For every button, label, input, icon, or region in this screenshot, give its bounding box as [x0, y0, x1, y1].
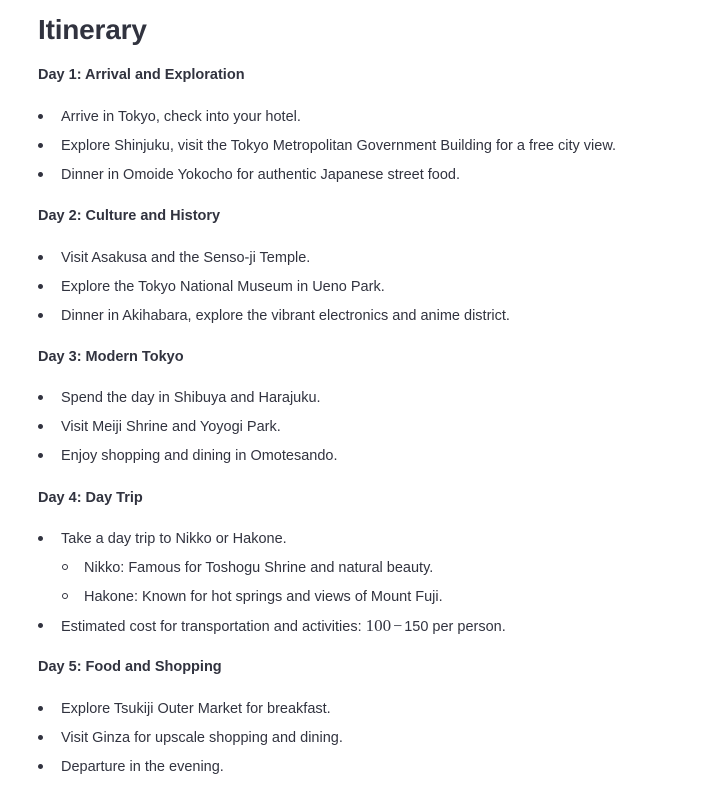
list-item: Dinner in Akihabara, explore the vibrant electronics and anime district.: [38, 306, 510, 335]
list-item: Explore Tsukiji Outer Market for breakfast.: [38, 699, 343, 728]
cost-high: 150: [404, 619, 429, 635]
bullet-icon: [38, 114, 43, 119]
list-item: Visit Meiji Shrine and Yoyogi Park.: [38, 417, 338, 446]
list-item: Explore the Tokyo National Museum in Ueno Park.: [38, 277, 510, 306]
cost-dash: −: [393, 618, 403, 635]
bullet-icon: [38, 284, 43, 289]
hollow-bullet-icon: [62, 564, 68, 570]
list-item: Take a day trip to Nikko or Hakone.: [38, 529, 506, 558]
bullet-icon: [38, 395, 43, 400]
day-1-heading: Day 1: Arrival and Exploration: [38, 67, 245, 83]
list-item: Departure in the evening.: [38, 757, 343, 786]
list-item: Enjoy shopping and dining in Omotesando.: [38, 446, 338, 475]
page-title: Itinerary: [38, 14, 147, 45]
day-3-heading: Day 3: Modern Tokyo: [38, 349, 184, 365]
list-item: Spend the day in Shibuya and Harajuku.: [38, 388, 338, 417]
sub-list-item: Hakone: Known for hot springs and views of Mount Fuji.: [38, 587, 506, 616]
bullet-icon: [38, 536, 43, 541]
bullet-icon: [38, 313, 43, 318]
day-3-list: [38, 388, 338, 475]
bullet-icon: [38, 172, 43, 177]
list-item: Dinner in Omoide Yokocho for authentic Japanese street food.: [38, 165, 616, 194]
list-item: Arrive in Tokyo, check into your hotel.: [38, 107, 616, 136]
bullet-icon: [38, 735, 43, 740]
list-item-cost: Estimated cost for transportation and activities: 100 − 150 per person.: [38, 616, 506, 645]
bullet-icon: [38, 255, 43, 260]
day-2-heading: Day 2: Culture and History: [38, 208, 221, 224]
day-4-heading: Day 4: Day Trip: [38, 490, 143, 506]
bullet-icon: [38, 706, 43, 711]
day-5-heading: Day 5: Food and Shopping: [38, 659, 222, 675]
day-4-list: [38, 529, 506, 645]
hollow-bullet-icon: [62, 593, 68, 599]
day-2-list: [38, 248, 510, 335]
list-item: Visit Ginza for upscale shopping and dining.: [38, 728, 343, 757]
bullet-icon: [38, 623, 43, 628]
list-item: Explore Shinjuku, visit the Tokyo Metropolitan Government Building for a free city view.: [38, 136, 616, 165]
list-item: Visit Asakusa and the Senso-ji Temple.: [38, 248, 510, 277]
bullet-icon: [38, 453, 43, 458]
bullet-icon: [38, 424, 43, 429]
sub-list-item: Nikko: Famous for Toshogu Shrine and natural beauty.: [38, 558, 506, 587]
bullet-icon: [38, 764, 43, 769]
bullet-icon: [38, 143, 43, 148]
day-5-list: [38, 699, 343, 786]
day-1-list: [38, 107, 616, 194]
cost-low: 100: [365, 616, 392, 635]
